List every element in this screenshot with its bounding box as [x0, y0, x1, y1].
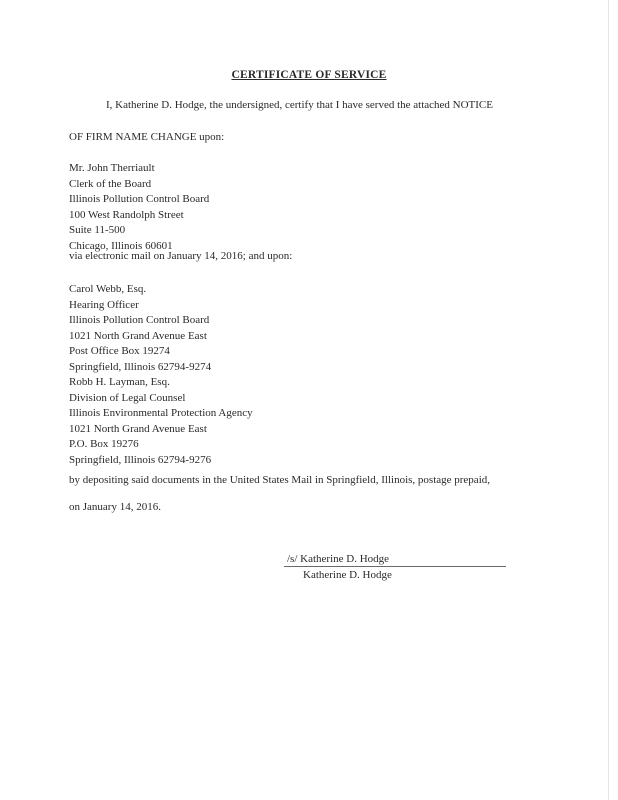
address-line: Clerk of the Board [69, 177, 152, 190]
address-line: Springfield, Illinois 62794-9274 [69, 360, 212, 373]
address-line: Division of Legal Counsel [69, 391, 186, 404]
document-title: CERTIFICATE OF SERVICE [231, 69, 387, 81]
recipient-address-2 [69, 282, 211, 376]
intro-line-1: I, Katherine D. Hodge, the undersigned, certify that I have served the attached NOTICE [106, 99, 493, 111]
address-line: Illinois Pollution Control Board [69, 193, 210, 206]
address-line: Robb H. Layman, Esq. [69, 376, 170, 388]
address-line: Hearing Officer [69, 298, 139, 311]
address-line: 100 West Randolph Street [69, 208, 184, 221]
signature-line [284, 566, 506, 567]
address-line: 1021 North Grand Avenue East [69, 329, 207, 342]
address-line: P.O. Box 19276 [69, 438, 139, 451]
delivery-method-2: by depositing said documents in the United States Mail in Springfield, Illinois, postage prepaid, [69, 474, 490, 486]
electronic-signature: /s/ Katherine D. Hodge [287, 553, 390, 565]
address-line: Illinois Pollution Control Board [69, 314, 210, 327]
intro-line-2: OF FIRM NAME CHANGE upon: [69, 131, 225, 143]
address-line: Carol Webb, Esq. [69, 283, 147, 295]
address-line: Suite 11-500 [69, 224, 126, 237]
recipient-address-1 [69, 161, 209, 255]
address-line: Mr. John Therriault [69, 162, 155, 174]
address-line: Illinois Environmental Protection Agency [69, 407, 253, 420]
page-edge [608, 0, 609, 800]
address-line: Chicago, Illinois 60601 [69, 239, 173, 252]
signer-name: Katherine D. Hodge [303, 569, 392, 581]
date-line: on January 14, 2016. [69, 501, 161, 513]
address-line: Post Office Box 19274 [69, 345, 170, 358]
delivery-method-1: via electronic mail on January 14, 2016; and upon: [69, 250, 293, 262]
recipient-address-3 [69, 375, 253, 469]
address-line: 1021 North Grand Avenue East [69, 422, 207, 435]
address-line: Springfield, Illinois 62794-9276 [69, 453, 212, 466]
